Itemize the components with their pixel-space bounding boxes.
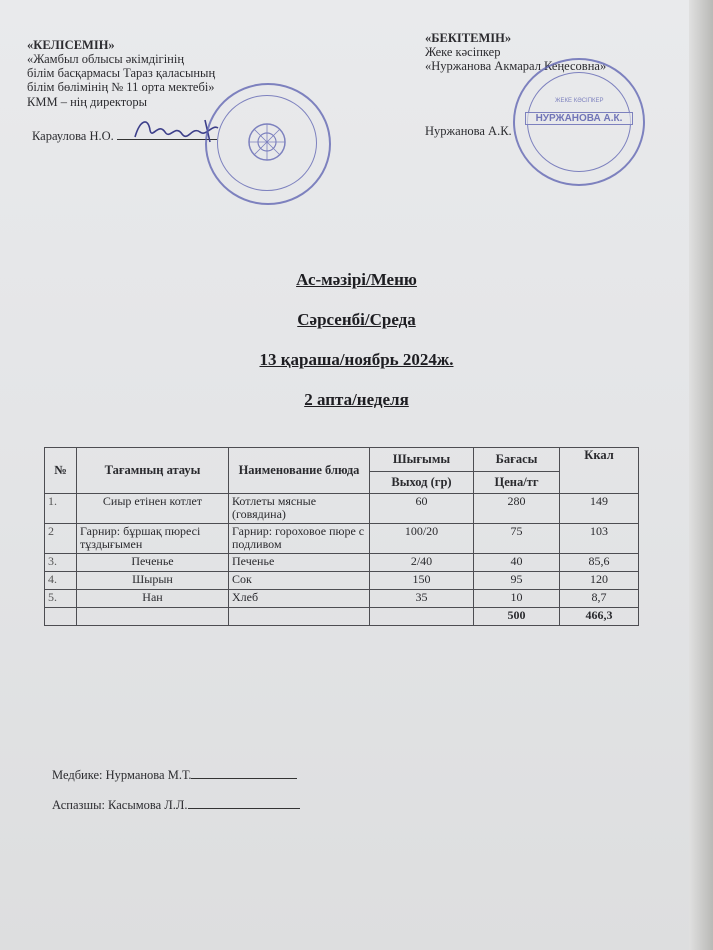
menu-table: [44, 447, 639, 626]
page-edge-shadow: [689, 0, 713, 950]
cell-price: 75: [474, 524, 560, 554]
table-row: [45, 524, 639, 554]
cell-kcal: 8,7: [560, 590, 639, 608]
cell-num: 4.: [45, 572, 77, 590]
cell-kcal: 103: [560, 524, 639, 554]
school-stamp: [205, 83, 331, 205]
cell-output: 2/40: [370, 554, 474, 572]
cook-signature: [52, 797, 300, 813]
cell-price: 280: [474, 494, 560, 524]
stamp-name-box: НУРЖАНОВА А.К.: [525, 112, 633, 125]
emblem-icon: [244, 118, 290, 166]
left-signer-name: Караулова Н.О.: [32, 129, 114, 143]
left-header-line: білім басқармасы Тараз қаласының: [27, 66, 216, 80]
approval-label: «КЕЛІСЕМІН»: [27, 38, 115, 52]
right-header-line: «Нуржанова Акмарал Кеңесовна»: [425, 59, 607, 73]
week-title: 2 апта/неделя: [304, 390, 409, 409]
col-header-kcal: Ккал: [560, 448, 639, 494]
right-signer: Нуржанова А.К.: [425, 124, 512, 138]
day-title: Сәрсенбі/Среда: [297, 310, 416, 329]
col-header-name-ru: Наименование блюда: [229, 448, 370, 494]
cell-name-ru: Сок: [229, 572, 370, 590]
nurse-signature: [52, 767, 297, 783]
right-header-line: Жеке кәсіпкер: [425, 45, 501, 59]
nurse-name: Медбике: Нурманова М.Т.: [52, 768, 192, 782]
cell-num: 2: [45, 524, 77, 554]
cell-name-ru: Котлеты мясные (говядина): [229, 494, 370, 524]
table-row: [45, 572, 639, 590]
cell-price: 40: [474, 554, 560, 572]
entrepreneur-stamp: [513, 58, 645, 186]
stamp-top-text: ЖЕКЕ КӘСІПКЕР: [555, 98, 604, 104]
cell-name-kz: Сиыр етінен котлет: [77, 494, 229, 524]
approved-label: «БЕКІТЕМІН»: [425, 31, 512, 45]
signature-line: [191, 767, 297, 779]
menu-title: Ас-мәзірі/Меню: [296, 270, 417, 289]
cell-name-kz: Гарнир: бұршақ пюресі тұздығымен: [77, 524, 229, 554]
col-header-price-ru: Цена/тг: [474, 472, 560, 494]
col-header-num: №: [45, 448, 77, 494]
col-header-name-kz: Тағамның атауы: [77, 448, 229, 494]
col-header-output-ru: Выход (гр): [370, 472, 474, 494]
cell-name-kz: Печенье: [77, 554, 229, 572]
left-header-line: білім бөлімінің № 11 орта мектебі»: [27, 80, 215, 94]
cook-name: Аспазшы: Касымова Л.Л.: [52, 798, 188, 812]
date-title: 13 қараша/ноябрь 2024ж.: [259, 350, 454, 369]
cell-kcal: 120: [560, 572, 639, 590]
cell-kcal: 149: [560, 494, 639, 524]
cell-price: 95: [474, 572, 560, 590]
table-row: [45, 554, 639, 572]
cell-num: 3.: [45, 554, 77, 572]
total-price: 500: [474, 608, 560, 626]
col-header-output-kz: Шығымы: [370, 448, 474, 472]
left-header-line: КММ – нің директоры: [27, 95, 147, 109]
cell-name-kz: Шырын: [77, 572, 229, 590]
total-kcal: 466,3: [560, 608, 639, 626]
cell-num: 5.: [45, 590, 77, 608]
col-header-price-kz: Бағасы: [474, 448, 560, 472]
table-total-row: [45, 608, 639, 626]
left-header-line: «Жамбыл облысы әкімдігінің: [27, 52, 185, 66]
cell-name-ru: Гарнир: гороховое пюре с подливом: [229, 524, 370, 554]
cell-kcal: 85,6: [560, 554, 639, 572]
cell-name-ru: Печенье: [229, 554, 370, 572]
cell-price: 10: [474, 590, 560, 608]
cell-name-kz: Нан: [77, 590, 229, 608]
cell-output: 60: [370, 494, 474, 524]
signature-line: [188, 797, 300, 809]
cell-output: 100/20: [370, 524, 474, 554]
cell-output: 150: [370, 572, 474, 590]
cell-name-ru: Хлеб: [229, 590, 370, 608]
table-row: [45, 590, 639, 608]
cell-output: 35: [370, 590, 474, 608]
cell-num: 1.: [45, 494, 77, 524]
table-row: [45, 494, 639, 524]
